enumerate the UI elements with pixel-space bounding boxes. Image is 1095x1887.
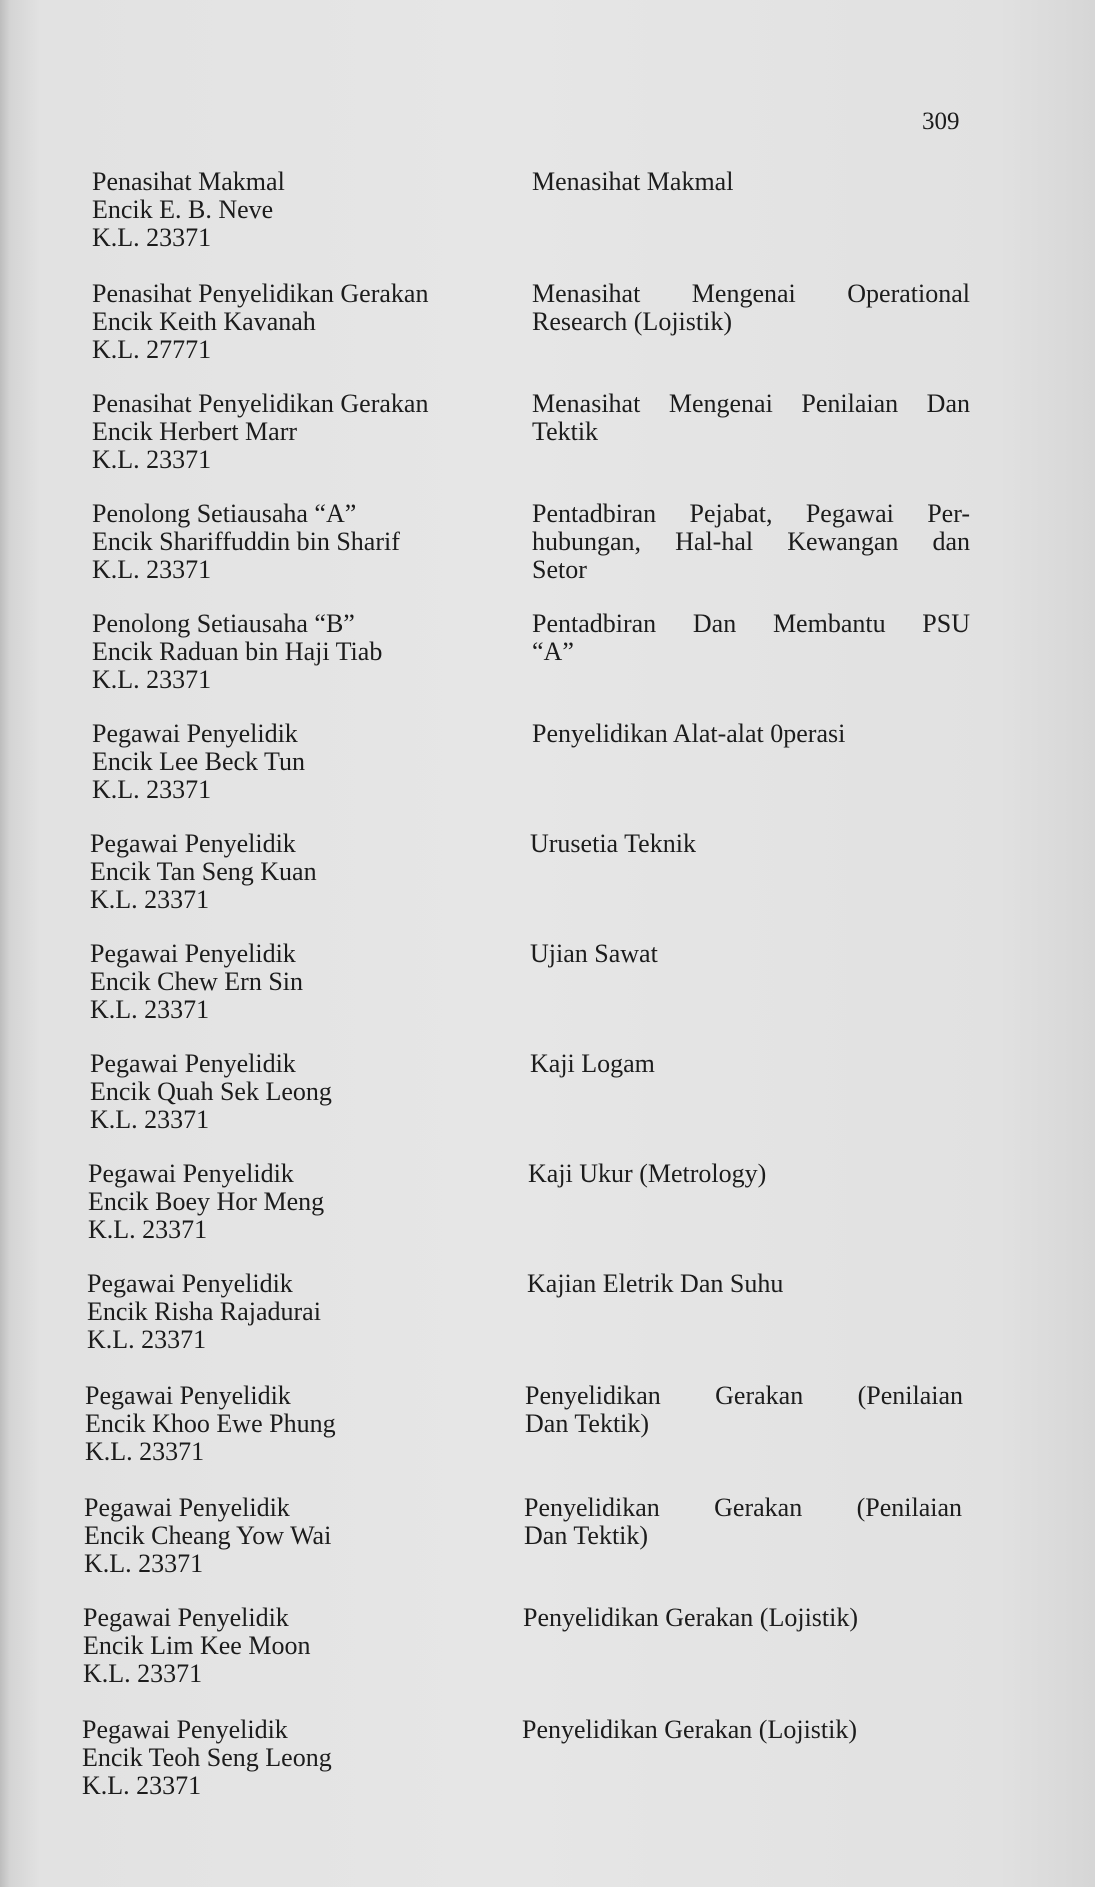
staff-title: Penolong Setiausaha “A” bbox=[92, 499, 357, 528]
staff-duty bbox=[532, 168, 970, 196]
staff-duty bbox=[532, 390, 970, 446]
staff-details bbox=[90, 830, 530, 914]
staff-duty bbox=[532, 280, 970, 336]
page-number: 309 bbox=[922, 108, 960, 135]
staff-reference: K.L. 23371 bbox=[87, 1325, 207, 1354]
staff-reference: K.L. 23371 bbox=[83, 1659, 203, 1688]
staff-title: Pegawai Penyelidik bbox=[88, 1159, 294, 1188]
staff-title: Penasihat Makmal bbox=[92, 167, 285, 196]
staff-details bbox=[92, 168, 532, 252]
staff-reference: K.L. 23371 bbox=[92, 665, 212, 694]
staff-title: Pegawai Penyelidik bbox=[92, 719, 298, 748]
duty-line: “A” bbox=[532, 637, 574, 666]
staff-reference: K.L. 23371 bbox=[90, 995, 210, 1024]
staff-title: Penasihat Penyelidikan Gerakan bbox=[92, 389, 429, 418]
staff-name: Encik Lim Kee Moon bbox=[83, 1631, 311, 1660]
staff-title: Pegawai Penyelidik bbox=[85, 1381, 291, 1410]
staff-reference: K.L. 23371 bbox=[92, 555, 212, 584]
staff-name: Encik Chew Ern Sin bbox=[90, 967, 304, 996]
staff-duty bbox=[530, 1050, 968, 1078]
staff-name: Encik Raduan bin Haji Tiab bbox=[92, 637, 383, 666]
duty-line: Kajian Eletrik Dan Suhu bbox=[527, 1269, 784, 1298]
staff-reference: K.L. 23371 bbox=[90, 885, 210, 914]
staff-name: Encik Cheang Yow Wai bbox=[84, 1521, 332, 1550]
staff-name: Encik Keith Kavanah bbox=[92, 307, 316, 336]
staff-duty bbox=[525, 1382, 963, 1438]
staff-title: Pegawai Penyelidik bbox=[82, 1715, 288, 1744]
staff-duty bbox=[530, 830, 968, 858]
staff-name: Encik Teoh Seng Leong bbox=[82, 1743, 332, 1772]
duty-line: Setor bbox=[532, 555, 587, 584]
staff-name: Encik Lee Beck Tun bbox=[92, 747, 306, 776]
staff-duty bbox=[532, 500, 970, 584]
staff-details bbox=[90, 940, 530, 1024]
staff-details bbox=[84, 1494, 524, 1578]
staff-details bbox=[82, 1716, 522, 1800]
duty-line: Kaji Logam bbox=[530, 1049, 655, 1078]
staff-name: Encik Boey Hor Meng bbox=[88, 1187, 325, 1216]
staff-reference: K.L. 23371 bbox=[85, 1437, 205, 1466]
staff-reference: K.L. 23371 bbox=[92, 445, 212, 474]
duty-line: Dan Tektik) bbox=[525, 1409, 650, 1438]
duty-line: Urusetia Teknik bbox=[530, 829, 696, 858]
staff-name: Encik Risha Rajadurai bbox=[87, 1297, 321, 1326]
duty-line: Pentadbiran Pejabat, Pegawai Per- bbox=[532, 499, 970, 528]
staff-name: Encik Khoo Ewe Phung bbox=[85, 1409, 336, 1438]
staff-details bbox=[87, 1270, 527, 1354]
staff-details bbox=[88, 1160, 528, 1244]
staff-reference: K.L. 23371 bbox=[92, 775, 212, 804]
duty-line: Pentadbiran Dan Membantu PSU bbox=[532, 609, 970, 638]
staff-details bbox=[83, 1604, 523, 1688]
duty-line: hubungan, Hal-hal Kewangan dan bbox=[532, 527, 970, 556]
staff-name: Encik Herbert Marr bbox=[92, 417, 298, 446]
staff-duty bbox=[527, 1270, 965, 1298]
staff-details bbox=[92, 720, 532, 804]
staff-title: Pegawai Penyelidik bbox=[90, 939, 296, 968]
staff-reference: K.L. 23371 bbox=[92, 223, 212, 252]
staff-title: Pegawai Penyelidik bbox=[84, 1493, 290, 1522]
staff-title: Penasihat Penyelidikan Gerakan bbox=[92, 279, 429, 308]
staff-details bbox=[92, 280, 532, 364]
staff-duty bbox=[532, 610, 970, 666]
staff-reference: K.L. 27771 bbox=[92, 335, 212, 364]
staff-title: Pegawai Penyelidik bbox=[90, 829, 296, 858]
staff-duty bbox=[530, 940, 968, 968]
staff-reference: K.L. 23371 bbox=[90, 1105, 210, 1134]
duty-line: Dan Tektik) bbox=[524, 1521, 649, 1550]
staff-title: Pegawai Penyelidik bbox=[83, 1603, 289, 1632]
staff-name: Encik E. B. Neve bbox=[92, 195, 274, 224]
duty-line: Penyelidikan Gerakan (Lojistik) bbox=[523, 1603, 859, 1632]
duty-line: Ujian Sawat bbox=[530, 939, 658, 968]
duty-line: Kaji Ukur (Metrology) bbox=[528, 1159, 767, 1188]
duty-line: Penyelidikan Gerakan (Penilaian bbox=[524, 1493, 962, 1522]
staff-details bbox=[85, 1382, 525, 1466]
duty-line: Tektik bbox=[532, 417, 599, 446]
duty-line: Research (Lojistik) bbox=[532, 307, 732, 336]
staff-reference: K.L. 23371 bbox=[84, 1549, 204, 1578]
staff-name: Encik Shariffuddin bin Sharif bbox=[92, 527, 400, 556]
duty-line: Penyelidikan Gerakan (Penilaian bbox=[525, 1381, 963, 1410]
staff-duty bbox=[528, 1160, 966, 1188]
staff-reference: K.L. 23371 bbox=[88, 1215, 208, 1244]
duty-line: Penyelidikan Alat-alat 0perasi bbox=[532, 719, 846, 748]
staff-duty bbox=[524, 1494, 962, 1550]
staff-details bbox=[92, 390, 532, 474]
duty-line: Menasihat Mengenai Operational bbox=[532, 279, 970, 308]
duty-line: Menasihat Mengenai Penilaian Dan bbox=[532, 389, 970, 418]
staff-title: Pegawai Penyelidik bbox=[87, 1269, 293, 1298]
staff-details bbox=[90, 1050, 530, 1134]
staff-details bbox=[92, 610, 532, 694]
staff-duty bbox=[532, 720, 970, 748]
staff-details bbox=[92, 500, 532, 584]
staff-duty bbox=[522, 1716, 960, 1744]
duty-line: Penyelidikan Gerakan (Lojistik) bbox=[522, 1715, 858, 1744]
staff-duty bbox=[523, 1604, 961, 1632]
duty-line: Menasihat Makmal bbox=[532, 167, 734, 196]
staff-title: Penolong Setiausaha “B” bbox=[92, 609, 355, 638]
staff-reference: K.L. 23371 bbox=[82, 1771, 202, 1800]
staff-title: Pegawai Penyelidik bbox=[90, 1049, 296, 1078]
staff-name: Encik Tan Seng Kuan bbox=[90, 857, 317, 886]
staff-name: Encik Quah Sek Leong bbox=[90, 1077, 332, 1106]
